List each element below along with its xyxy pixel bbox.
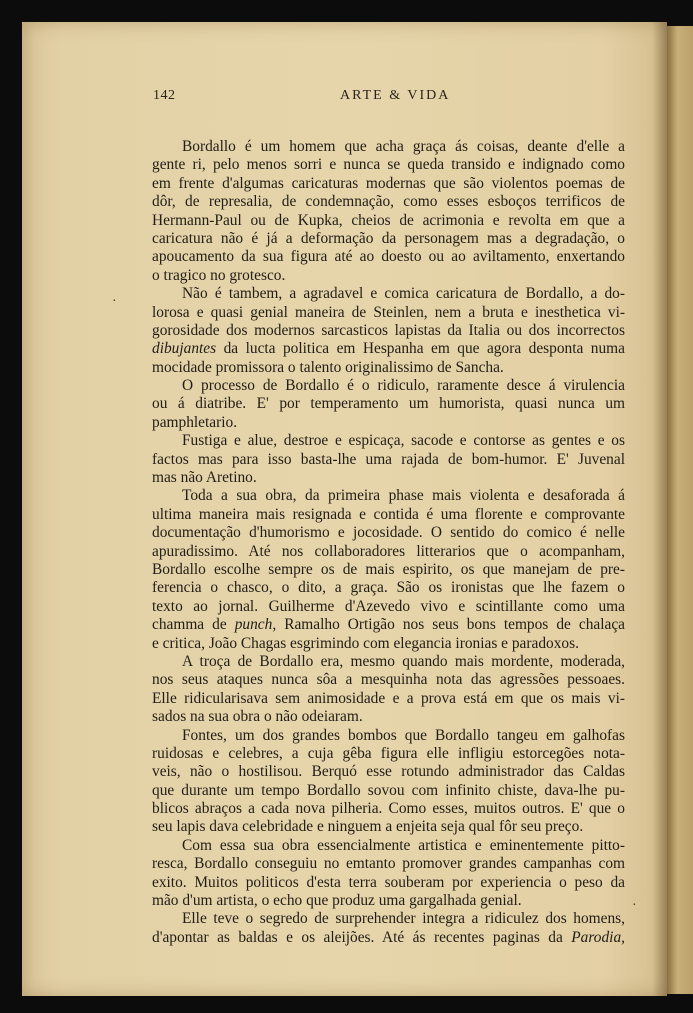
text-line: veis, não o hostilisou. Berquó esse rotundo administrador das Caldas <box>152 763 625 781</box>
running-header <box>153 88 625 108</box>
text-line: o tragico no grotesco. <box>152 266 286 284</box>
italic-word: dibujantes <box>152 340 217 358</box>
page-number: 142 <box>153 88 176 103</box>
text-line: seu lapis dava celebridade e ninguem a enjeita seja qual fôr seu preço. <box>152 818 584 836</box>
text-line: A troça de Bordallo era, mesmo quando mais mordente, moderada, <box>182 652 625 670</box>
text-line: factos mas para isso basta-lhe uma rajada de bom-humor. E' Juvenal <box>152 450 625 468</box>
text-line: Bordallo é um homem que acha graça ás coisas, deante d'elle a <box>182 138 625 155</box>
text-line: ferencia o chasco, o dito, a graça. São os ironistas que lhe fazem o <box>152 579 625 597</box>
text-line: exito. Muitos politicos d'esta terra souberam por experiencia o peso da <box>152 873 625 891</box>
text-line-with-italic <box>152 616 625 634</box>
text-line: em frente d'algumas caricaturas modernas que são violentos poemas de <box>152 174 625 192</box>
text-segment: chamma de <box>152 616 235 634</box>
header-title: ARTE & VIDA <box>340 88 451 103</box>
italic-word: Parodia, <box>571 928 625 946</box>
text-line: Bordallo escolhe sempre os de mais espirito, os que manejam de pre- <box>152 560 625 578</box>
text-line: Toda a sua obra, da primeira phase mais violenta e desaforada á <box>182 487 625 505</box>
text-line: O processo de Bordallo é o ridiculo, raramente desce á virulencia <box>182 377 625 395</box>
stray-mark: · <box>112 294 117 309</box>
text-line-with-italic <box>152 929 625 947</box>
text-line: Hermann-Paul ou de Kupka, cheios de acrimonia e revolta em que a <box>152 211 625 229</box>
text-line: texto ao jornal. Guilherme d'Azevedo vivo e scintillante como uma <box>152 597 625 615</box>
text-line: nos seus ataques nunca sôa a mesquinha nota das agressões pessoaes. <box>152 671 625 689</box>
text-line: gente ri, pelo menos sorri e nunca se queda transido e indignado como <box>152 156 625 174</box>
text-line: ultima maneira mais resignada e contida é uma florente e comprovante <box>152 505 625 523</box>
text-segment: Ramalho Ortigão nos seus bons tempos de chalaça <box>276 616 625 634</box>
gutter-shadow <box>652 22 667 996</box>
text-line: mão d'um artista, o echo que produz uma gargalhada genial. <box>152 892 522 910</box>
text-line: Não é tambem, a agradavel e comica caricatura de Bordallo, a do- <box>182 285 625 303</box>
text-line: resca, Bordallo conseguiu no emtanto promover grandes campanhas com <box>152 855 625 873</box>
text-line: gorosidade dos modernos sarcasticos lapistas da Italia ou dos incorrectos <box>152 321 625 339</box>
text-line: blicos abraços a cada nova pilheria. Como esses, muitos outros. E' que o <box>152 800 625 818</box>
text-line: que durante um tempo Bordallo sovou com infinito chiste, dava-lhe pu- <box>152 781 625 799</box>
body-text <box>152 138 625 947</box>
text-line: Fontes, um dos grandes bombos que Bordallo tangeu em galhofas <box>182 726 625 744</box>
text-line: ou á diatribe. E' por temperamento um humorista, quasi nunca um <box>152 395 625 413</box>
text-line: apoucamento da sua figura até ao doesto ou ao aviltamento, enxertando <box>152 248 625 266</box>
text-line: documentação d'humorismo e jocosidade. O sentido do comico é nelle <box>152 524 625 542</box>
text-line: Elle ridicularisava sem animosidade e a prova está em que os mais vi- <box>152 689 625 707</box>
text-line: apuradissimo. Até nos collaboradores litterarios que o acompanham, <box>152 542 625 560</box>
text-segment: da lucta politica em Hespanha em que agora desponta numa <box>216 340 625 358</box>
text-line: sados na sua obra o não odeiaram. <box>152 708 363 726</box>
text-line: mocidade promissora o talento originalissimo de Sancha. <box>152 358 504 376</box>
text-line: Fustiga e alue, destroe e espicaça, sacode e contorse as gentes e os <box>182 432 625 450</box>
stray-mark: · <box>632 898 637 913</box>
adjacent-page-edge <box>667 26 693 994</box>
text-line: ruidosas e celebres, a cuja gêba figura elle infligiu estorcegões nota- <box>152 744 625 762</box>
text-line-with-italic <box>152 340 625 358</box>
text-line: Com essa sua obra essencialmente artistica e eminentemente pitto- <box>182 836 625 854</box>
text-line: lorosa e quasi genial maneira de Steinlen, nem a bruta e inesthetica vi- <box>152 303 625 321</box>
text-line: Elle teve o segredo de surprehender integra a ridiculez dos homens, <box>182 910 625 928</box>
text-line: mas não Aretino. <box>152 469 257 487</box>
italic-word: punch, <box>234 616 277 634</box>
text-segment: d'apontar as baldas e os aleijões. Até ás recentes paginas da <box>152 928 572 946</box>
text-line: pamphletario. <box>152 413 238 431</box>
text-line: e critica, João Chagas esgrimindo com elegancia ironias e paradoxos. <box>152 634 579 652</box>
text-line: dôr, de represalia, de condemnação, como esses esboços terrificos de <box>152 193 625 211</box>
text-line: caricatura não é já a deformação da personagem mas a degradação, o <box>152 229 625 247</box>
